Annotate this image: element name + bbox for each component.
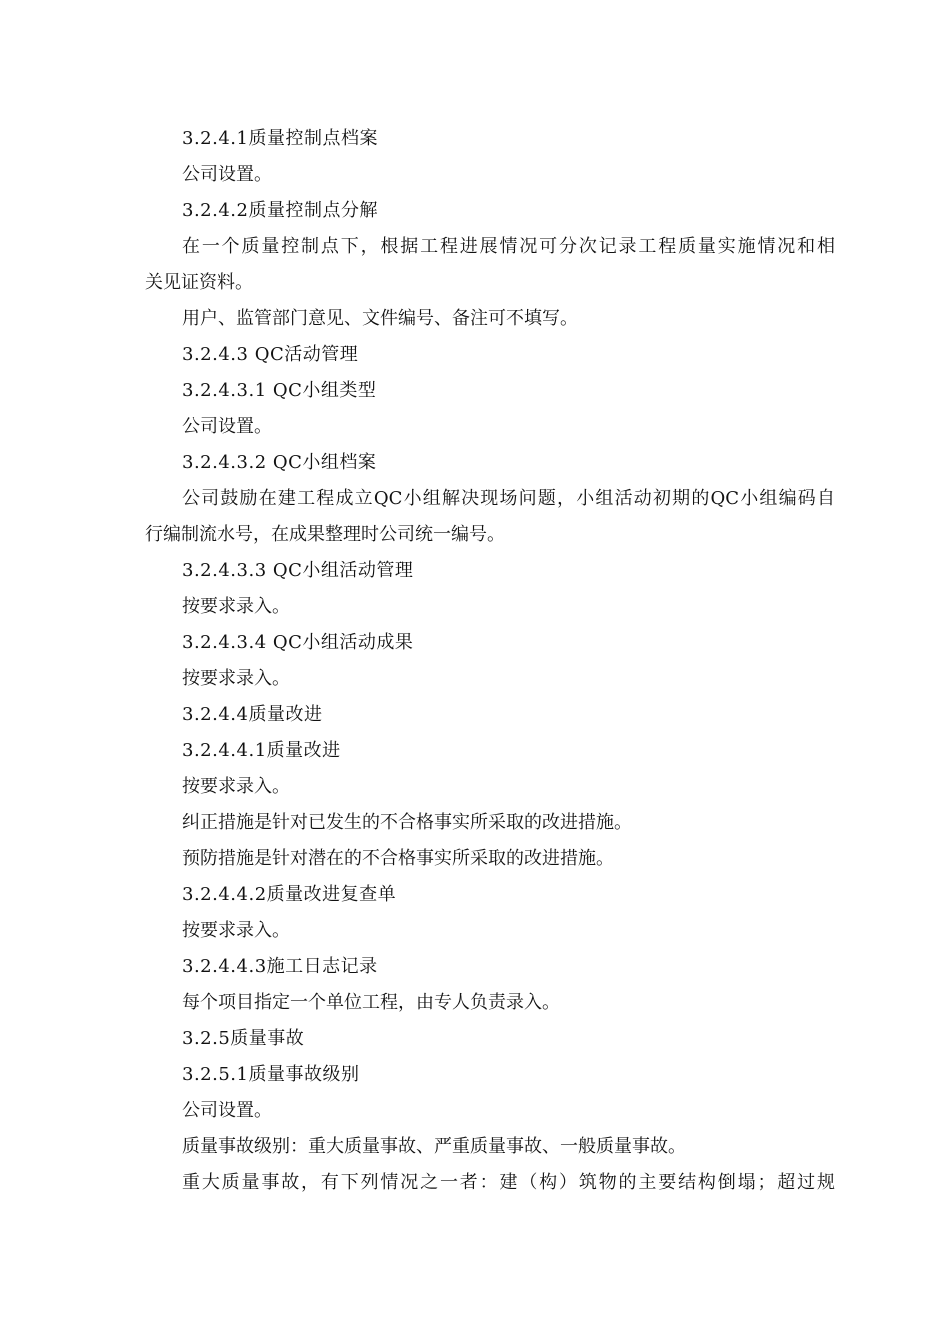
paragraph-line: 预防措施是针对潜在的不合格事实所采取的改进措施。 xyxy=(182,848,614,869)
section-heading-3-2-4-3-3: 3.2.4.3.3 QC小组活动管理 xyxy=(182,560,414,581)
paragraph-line: 按要求录入。 xyxy=(182,596,290,617)
paragraph-line: 重大质量事故，有下列情况之一者：建（构）筑物的主要结构倒塌；超过规 xyxy=(182,1172,835,1193)
section-heading-3-2-4-3-4: 3.2.4.3.4 QC小组活动成果 xyxy=(182,632,414,653)
section-heading-3-2-4-4-2: 3.2.4.4.2质量改进复查单 xyxy=(182,884,397,905)
section-heading-3-2-5: 3.2.5质量事故 xyxy=(182,1028,305,1049)
paragraph-line: 每个项目指定一个单位工程，由专人负责录入。 xyxy=(182,992,560,1013)
paragraph-line: 在一个质量控制点下，根据工程进展情况可分次记录工程质量实施情况和相 xyxy=(182,236,835,257)
paragraph-line: 按要求录入。 xyxy=(182,920,290,941)
paragraph-line-continued: 关见证资料。 xyxy=(145,272,253,293)
paragraph-line: 公司设置。 xyxy=(182,164,272,185)
section-heading-3-2-4-3-2: 3.2.4.3.2 QC小组档案 xyxy=(182,452,377,473)
paragraph-line: 按要求录入。 xyxy=(182,776,290,797)
paragraph-line: 按要求录入。 xyxy=(182,668,290,689)
section-heading-3-2-4-1: 3.2.4.1质量控制点档案 xyxy=(182,128,378,149)
section-heading-3-2-4-3: 3.2.4.3 QC活动管理 xyxy=(182,344,359,365)
paragraph-line-continued: 行编制流水号，在成果整理时公司统一编号。 xyxy=(145,524,505,545)
paragraph-line: 质量事故级别：重大质量事故、严重质量事故、一般质量事故。 xyxy=(182,1136,686,1157)
paragraph-line: 用户、监管部门意见、文件编号、备注可不填写。 xyxy=(182,308,578,329)
document-body xyxy=(145,121,835,1201)
section-heading-3-2-4-4-3: 3.2.4.4.3施工日志记录 xyxy=(182,956,378,977)
section-heading-3-2-4-4-1: 3.2.4.4.1质量改进 xyxy=(182,740,341,761)
section-heading-3-2-5-1: 3.2.5.1质量事故级别 xyxy=(182,1064,360,1085)
paragraph-line: 公司鼓励在建工程成立QC小组解决现场问题，小组活动初期的QC小组编码自 xyxy=(182,488,835,509)
paragraph-line: 纠正措施是针对已发生的不合格事实所采取的改进措施。 xyxy=(182,812,632,833)
paragraph-line: 公司设置。 xyxy=(182,1100,272,1121)
section-heading-3-2-4-2: 3.2.4.2质量控制点分解 xyxy=(182,200,378,221)
paragraph-line: 公司设置。 xyxy=(182,416,272,437)
section-heading-3-2-4-3-1: 3.2.4.3.1 QC小组类型 xyxy=(182,380,377,401)
section-heading-3-2-4-4: 3.2.4.4质量改进 xyxy=(182,704,323,725)
